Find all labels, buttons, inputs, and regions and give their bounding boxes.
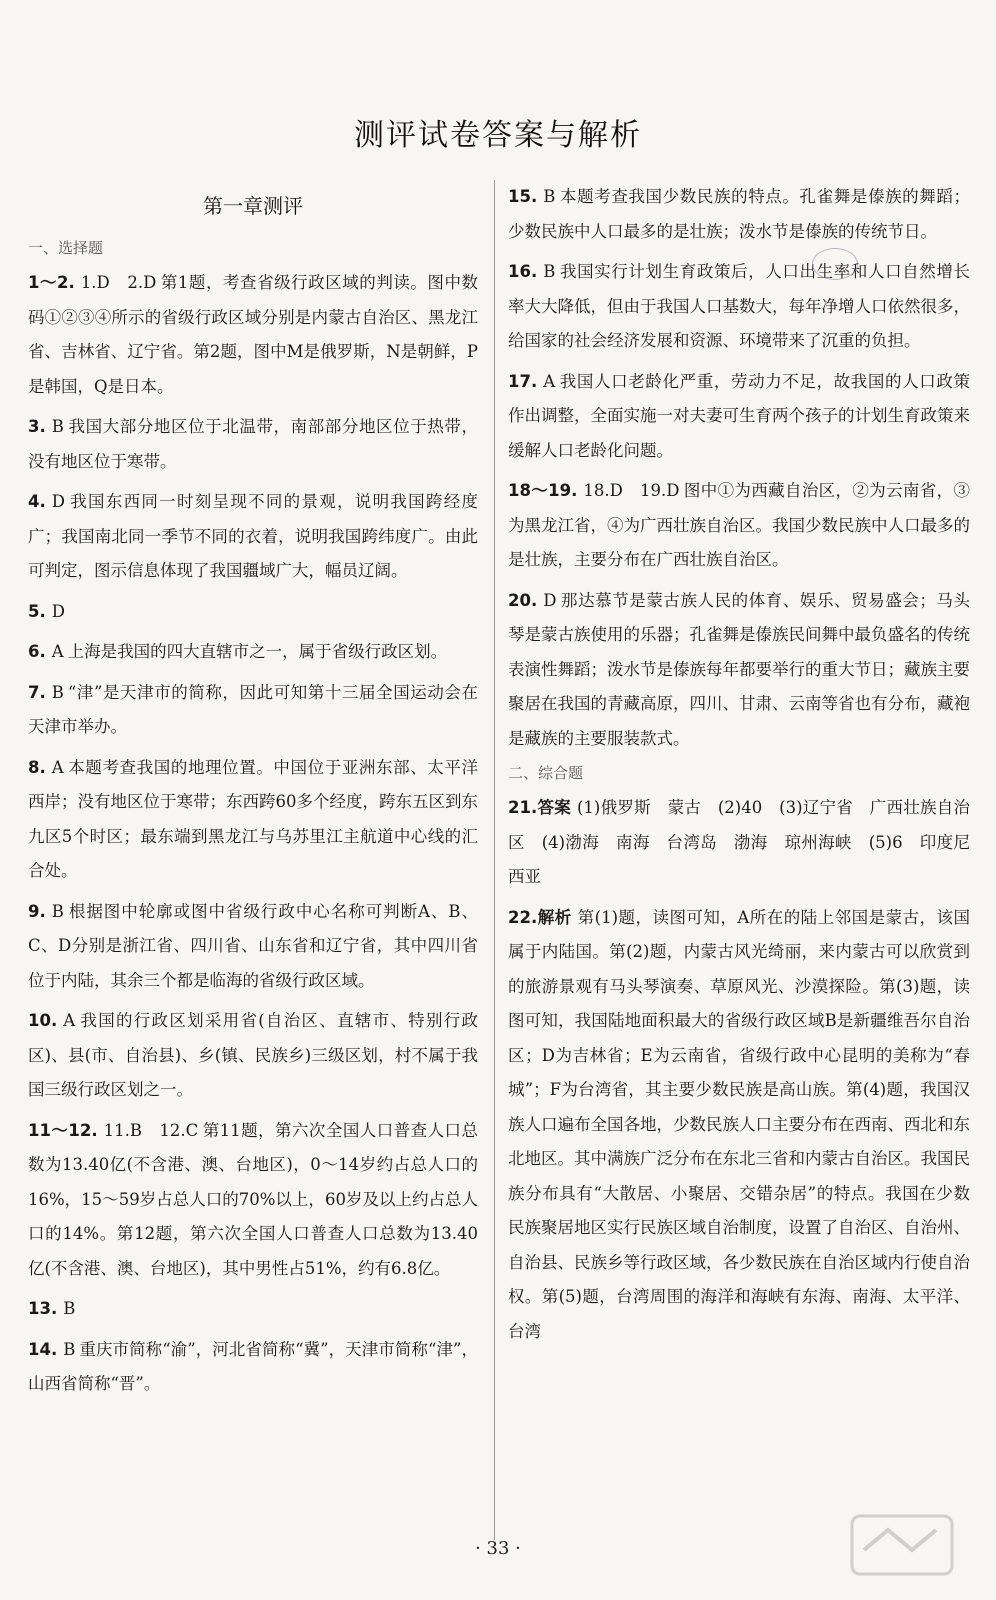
item-number: 8. [28, 757, 46, 777]
item-explanation: 本题考查我国少数民族的特点。孔雀舞是傣族的舞蹈；少数民族中人口最多的是壮族；泼水节是傣族的传统节日。 [508, 187, 970, 241]
item-explanation: 上海是我国的四大直辖市之一，属于省级行政区划。 [67, 642, 448, 661]
left-column [28, 180, 478, 1408]
item-number: 9. [28, 901, 46, 921]
answer-item [28, 1004, 478, 1108]
item-answer: A [51, 642, 64, 661]
item-answer: 18.D 19.D [583, 481, 680, 500]
answer-item [28, 266, 478, 404]
right-answer-list-2 [508, 791, 970, 1349]
item-answer: B [63, 1299, 76, 1318]
item-explanation: 根据图中轮廓或图中省级行政中心名称可判断A、B、C、D分别是浙江省、四川省、山东省和辽宁省，其中四川省位于内陆，其余三个都是临海的省级行政区域。 [28, 901, 478, 990]
answer-item [508, 584, 970, 757]
item-label: 答案 [537, 798, 571, 817]
item-explanation: 重庆市简称“渝”，河北省简称“冀”，天津市简称“津”，山西省简称“晋”。 [28, 1339, 478, 1393]
page-title: 测评试卷答案与解析 [354, 118, 642, 153]
item-answer: B [543, 262, 556, 281]
item-answer: B [51, 417, 64, 436]
item-explanation: 本题考查我国的地理位置。中国位于亚洲东部、太平洋西岸；没有地区位于寒带；东西跨60多个经度，跨东五区到东九区5个时区；最东端到黑龙江与乌苏里江主航道中心线的汇合处。 [28, 757, 478, 880]
item-explanation: (1)俄罗斯 蒙古 (2)40 (3)辽宁省 广西壮族自治区 (4)渤海 南海 台湾岛 渤海 琼州海峡 (5)6 印度尼西亚 [508, 798, 971, 886]
item-label: 解析 [537, 907, 572, 927]
page-number: · 33 · [475, 1538, 521, 1559]
left-answer-list [28, 266, 478, 1402]
section-choice-heading: 一、选择题 [28, 239, 104, 257]
right-answer-list [508, 180, 970, 756]
answer-item [28, 1333, 478, 1402]
answer-item [508, 474, 970, 578]
answer-item [28, 895, 478, 999]
item-number: 13. [28, 1299, 58, 1318]
item-answer: B [51, 901, 64, 921]
item-explanation: 我国大部分地区位于北温带，南部部分地区位于热带，没有地区位于寒带。 [28, 417, 478, 471]
item-answer: B [51, 682, 64, 702]
item-number: 11～12. [28, 1120, 98, 1140]
item-number: 10. [28, 1011, 58, 1030]
answer-item [508, 365, 970, 469]
item-answer: A [543, 371, 556, 391]
item-answer: 11.B 12.C [103, 1120, 199, 1140]
item-number: 16. [508, 262, 538, 281]
item-answer: D [51, 492, 65, 511]
item-number: 18～19. [508, 481, 578, 500]
item-explanation: 我国人口老龄化严重，劳动力不足，故我国的人口政策作出调整，全面实施一对夫妻可生育两个孩子的计划生育政策来缓解人口老龄化问题。 [508, 371, 970, 460]
item-number: 4. [28, 492, 46, 511]
answer-item [28, 1292, 478, 1327]
item-answer: A [63, 1011, 76, 1030]
section-comprehensive-heading: 二、综合题 [508, 764, 584, 782]
column-divider [494, 180, 495, 1540]
answer-item [28, 595, 478, 630]
item-answer: 1.D 2.D [80, 273, 157, 292]
item-explanation: “津”是天津市的简称，因此可知第十三届全国运动会在天津市举办。 [28, 682, 478, 736]
watermark-logo [848, 1510, 958, 1580]
item-explanation: 我国实行计划生育政策后，人口出生率和人口自然增长率大大降低，但由于我国人口基数大，每年净增人口依然很多，给国家的社会经济发展和资源、环境带来了沉重的负担。 [508, 262, 970, 350]
item-answer: A [51, 757, 64, 777]
right-column [508, 180, 970, 1355]
item-number: 3. [28, 417, 46, 436]
answer-item [508, 255, 970, 359]
answer-item [508, 180, 970, 249]
item-explanation: 第1题，考查省级行政区域的判读。图中数码①②③④所示的省级行政区域分别是内蒙古自治区、黑龙江省、吉林省、辽宁省。第2题，图中M是俄罗斯，N是朝鲜，P是韩国，Q是日本。 [28, 273, 478, 396]
item-number: 14. [28, 1339, 58, 1359]
item-explanation: 第11题，第六次全国人口普查人口总数为13.40亿(不含港、澳、台地区)，0～14岁约占总人口的16%，15～59岁占总人口的70%以上，60岁及以上约占总人口的14%。第12题，第六次全国人口普查人口总数为13.40亿(不含港、澳、台地区)，其中男性占51%，约有6.8亿。 [28, 1120, 478, 1278]
item-number: 1～2. [28, 273, 75, 292]
item-explanation: 第(1)题，读图可知，A所在的陆上邻国是蒙古，该国属于内陆国。第(2)题，内蒙古风光绮丽，来内蒙古可以欣赏到的旅游景观有马头琴演奏、草原风光、沙漠探险。第(3)题，读图可知，我国陆地面积最大的省级行政区域B是新疆维吾尔自治区；D为吉林省；E为云南省，省级行政中心昆明的美称为“春城”；F为台湾省，其主要少数民族是高山族。第(4)题，我国汉族人口遍布全国各地，少数民族人口主要分布在西南、西北和东北地区。其中满族广泛分布在东北三省和内蒙古自治区。我国民族分布具有“大散居、小聚居、交错杂居”的特点。我国在少数民族聚居地区实行民族区域自治制度，设置了自治区、自治州、自治县、民族乡等行政区域，各少数民族在自治区域内行使自治权。第(5)题，台湾周围的海洋和海峡有东海、南海、太平洋、台湾 [508, 907, 970, 1341]
answer-item [28, 485, 478, 589]
item-number: 17. [508, 371, 538, 391]
answer-item [28, 635, 478, 670]
item-number: 21. [508, 798, 538, 817]
item-answer: B [543, 187, 556, 206]
answer-item [28, 1114, 478, 1287]
item-explanation: 那达慕节是蒙古族人民的体育、娱乐、贸易盛会；马头琴是蒙古族使用的乐器；孔雀舞是傣族民间舞中最负盛名的传统表演性舞蹈；泼水节是傣族每年都要举行的重大节日；藏族主要聚居在我国的青藏高原，四川、甘肃、云南等省也有分布，藏袍是藏族的主要服装款式。 [508, 590, 970, 748]
item-number: 6. [28, 642, 46, 661]
answer-item [28, 676, 478, 745]
item-answer: B [63, 1339, 76, 1359]
item-number: 15. [508, 187, 538, 206]
chapter-heading: 第一章测评 [203, 194, 303, 218]
item-answer: D [51, 601, 65, 621]
item-explanation: 我国东西同一时刻呈现不同的景观，说明我国跨经度广；我国南北同一季节不同的衣着，说明我国跨纬度广。由此可判定，图示信息体现了我国疆域广大，幅员辽阔。 [28, 492, 478, 580]
item-number: 20. [508, 590, 538, 610]
item-explanation: 图中①为西藏自治区，②为云南省，③为黑龙江省，④为广西壮族自治区。我国少数民族中人口最多的是壮族，主要分布在广西壮族自治区。 [508, 481, 970, 569]
stamp-mark [812, 248, 858, 280]
answer-item [508, 791, 970, 895]
item-answer: D [543, 590, 557, 610]
item-number: 22. [508, 907, 538, 927]
item-explanation: 我国的行政区划采用省(自治区、直辖市、特别行政区)、县(市、自治县)、乡(镇、民族乡)三级区划，村不属于我国三级行政区划之一。 [28, 1011, 478, 1099]
item-number: 5. [28, 601, 46, 621]
item-number: 7. [28, 682, 46, 702]
answer-item [508, 901, 970, 1350]
answer-item [28, 751, 478, 889]
answer-item [28, 410, 478, 479]
